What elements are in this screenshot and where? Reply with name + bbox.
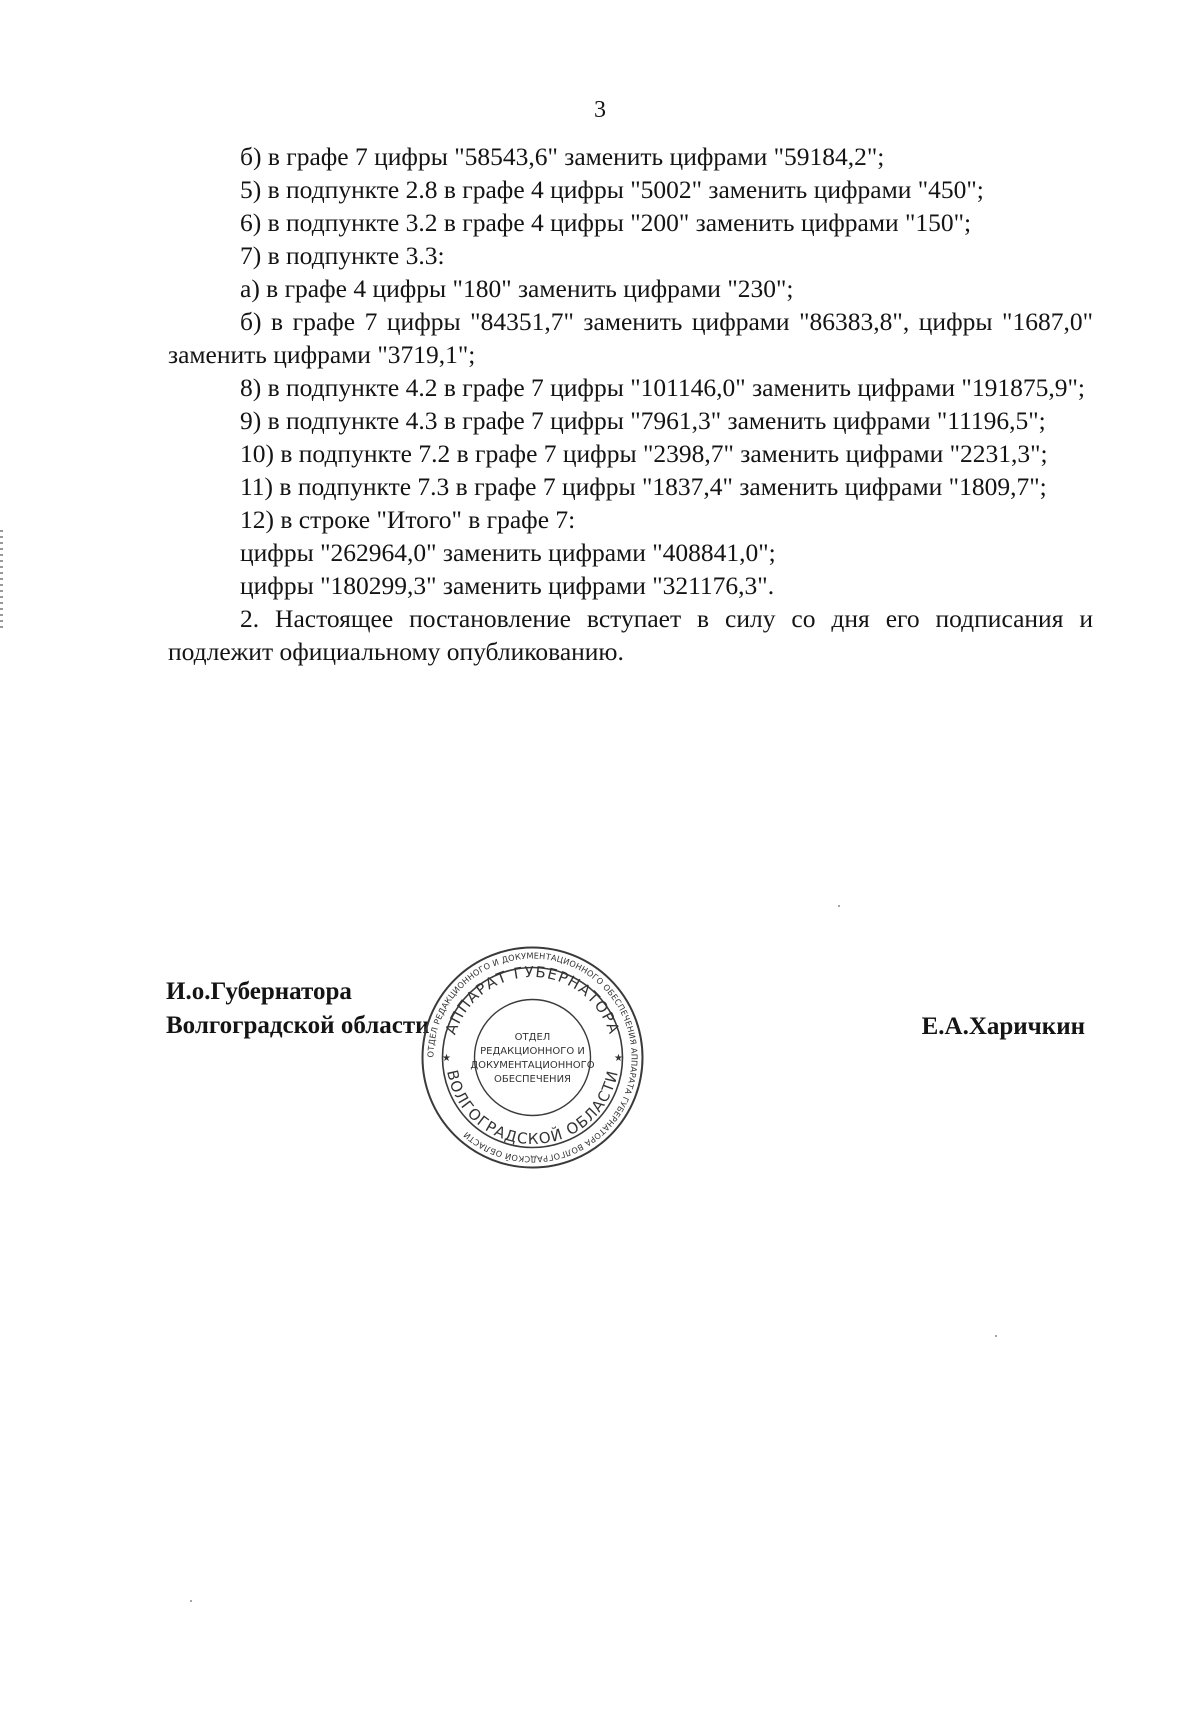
paragraph: 10) в подпункте 7.2 в графе 7 цифры "2398,7" заменить цифрами "2231,3"; bbox=[240, 439, 1048, 468]
signatory-title-line1: И.о.Губернатора bbox=[166, 978, 352, 1005]
paragraph: 8) в подпункте 4.2 в графе 7 цифры "101146,0" заменить цифрами "191875,9"; bbox=[240, 373, 1085, 402]
stamp-center-line2: РЕДАКЦИОННОГО И bbox=[480, 1046, 585, 1057]
scan-speck bbox=[838, 905, 840, 907]
final-clause: 2. Настоящее постановление вступает в силу со дня его подписания и подлежит официальному опубликованию. bbox=[168, 604, 1093, 666]
scan-speck bbox=[190, 1600, 192, 1602]
paragraph: а) в графе 4 цифры "180" заменить цифрами "230"; bbox=[240, 274, 794, 303]
paragraph: цифры "180299,3" заменить цифрами "321176,3". bbox=[240, 571, 775, 600]
stamp-outer-ring-text: ОТДЕЛ РЕДАКЦИОННОГО И ДОКУМЕНТАЦИОННОГО ОБЕСПЕЧЕНИЯ АППАРАТА ГУБЕРНАТОРА ВОЛГОГРАДСКОЙ ОБЛАСТИ bbox=[425, 950, 640, 1165]
stamp-center-line4: ОБЕСПЕЧЕНИЯ bbox=[494, 1074, 571, 1085]
stamp-inner-circle bbox=[475, 1000, 591, 1116]
page-number: 3 bbox=[594, 97, 606, 123]
paragraph: б) в графе 7 цифры "84351,7" заменить цифрами "86383,8", цифры "1687,0" заменить цифрами "3719,1"; bbox=[168, 307, 1093, 369]
paragraph: 12) в строке "Итого" в графе 7: bbox=[240, 505, 576, 534]
signatory-title-line2: Волгоградской области bbox=[166, 1012, 430, 1039]
paragraph: б) в графе 7 цифры "58543,6" заменить цифрами "59184,2"; bbox=[240, 142, 885, 171]
paragraph: цифры "262964,0" заменить цифрами "408841,0"; bbox=[240, 538, 776, 567]
official-stamp bbox=[420, 945, 645, 1170]
paragraph: 9) в подпункте 4.3 в графе 7 цифры "7961,3" заменить цифрами "11196,5"; bbox=[240, 406, 1046, 435]
stamp-star-right-icon: ★ bbox=[614, 1053, 623, 1064]
scan-speck bbox=[995, 1335, 997, 1337]
stamp-star-left-icon: ★ bbox=[442, 1053, 451, 1064]
scan-edge-mark bbox=[0, 530, 3, 630]
stamp-inner-top-text: АППАРАТ ГУБЕРНАТОРА bbox=[441, 962, 624, 1037]
stamp-inner-bottom-text: ВОЛГОГРАДСКОЙ ОБЛАСТИ bbox=[443, 1068, 622, 1149]
paragraph: 5) в подпункте 2.8 в графе 4 цифры "5002" заменить цифрами "450"; bbox=[240, 175, 984, 204]
paragraph: 6) в подпункте 3.2 в графе 4 цифры "200" заменить цифрами "150"; bbox=[240, 208, 972, 237]
paragraph: 7) в подпункте 3.3: bbox=[240, 241, 445, 270]
stamp-center-line1: ОТДЕЛ bbox=[514, 1032, 551, 1043]
signatory-name: Е.А.Харичкин bbox=[921, 1013, 1085, 1040]
amendments-body bbox=[168, 140, 1093, 668]
signatory-title bbox=[166, 975, 430, 1043]
stamp-center-line3: ДОКУМЕНТАЦИОННОГО bbox=[470, 1060, 595, 1071]
paragraph: 11) в подпункте 7.3 в графе 7 цифры "1837,4" заменить цифрами "1809,7"; bbox=[240, 472, 1047, 501]
